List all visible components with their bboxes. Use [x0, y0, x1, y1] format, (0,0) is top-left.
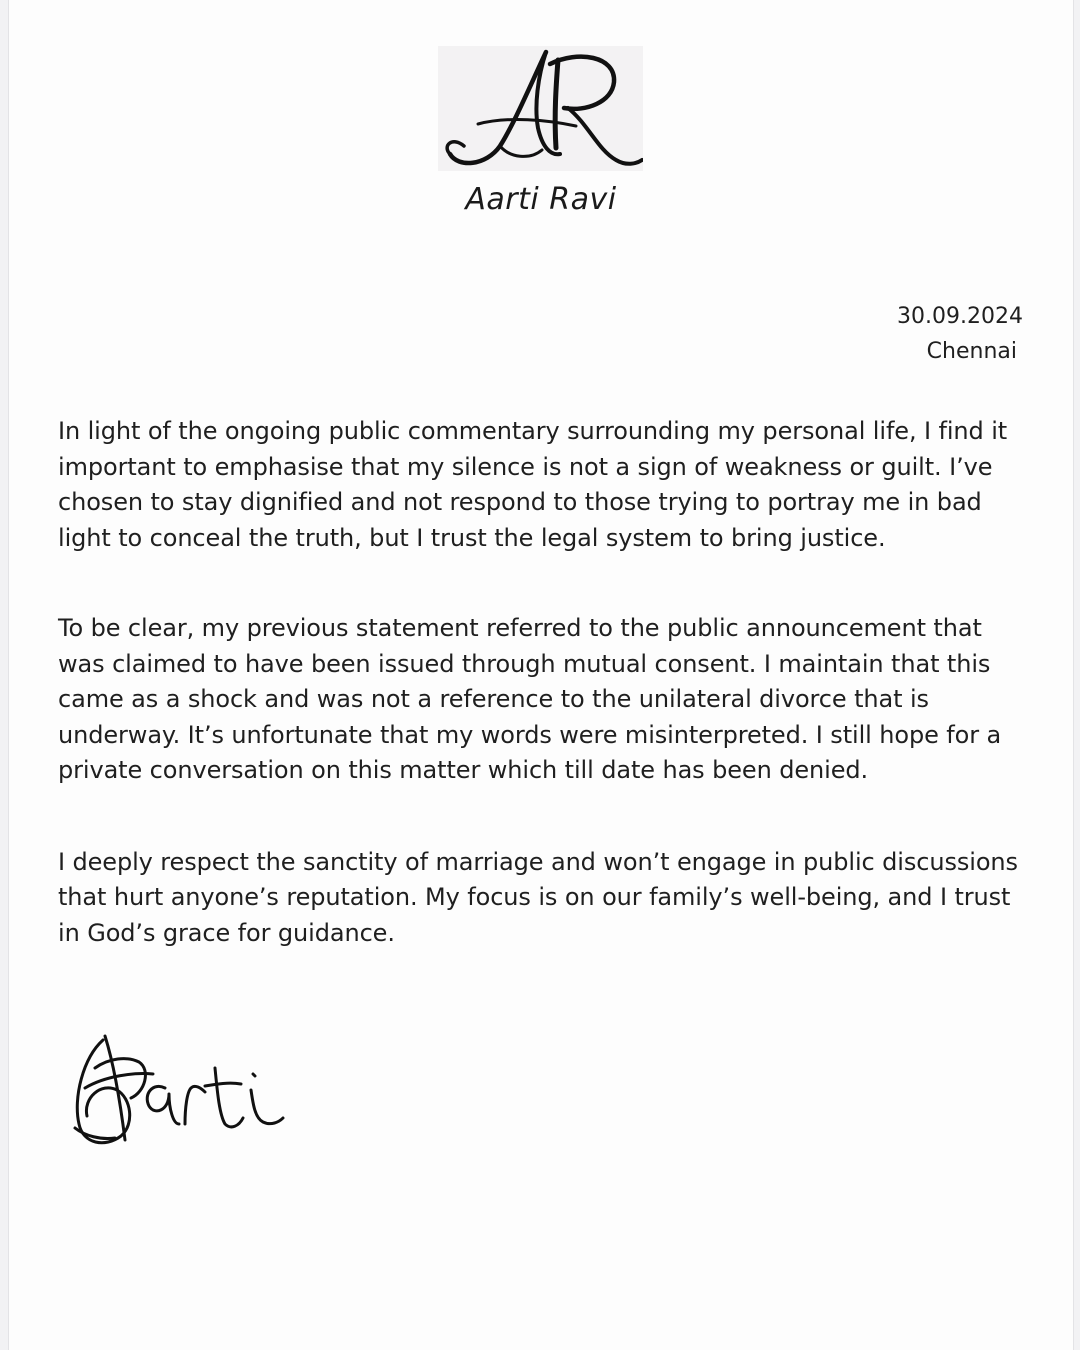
paragraph-3: I deeply respect the sanctity of marriage and won’t engage in public discussions that hurt anyone’s reputation. My focus is on our family’s well-being, and I trust in God’s grace for guidance.	[58, 847, 1018, 947]
letter-date: 30.09.2024	[897, 304, 1023, 329]
paragraph-2: To be clear, my previous statement referred to the public announcement that was claimed to have been issued through mutual consent. I maintain that this came as a shock and was not a reference to the unilateral divorce that is underway. It’s unfortunate that my words were misinterpreted. I still hope for a private conversation on this matter which till date has been denied.	[58, 614, 1002, 784]
letter-body	[58, 414, 1038, 951]
monogram-logo	[438, 46, 643, 171]
date-place-block	[897, 299, 1023, 369]
handwritten-signature-icon	[65, 1028, 295, 1153]
letterhead-name: Aarti Ravi	[465, 182, 617, 217]
letter-place: Chennai	[926, 339, 1017, 364]
signature	[65, 1028, 295, 1153]
letter-page	[8, 0, 1074, 1350]
paragraph-1: In light of the ongoing public commentary surrounding my personal life, I find it important to emphasise that my silence is not a sign of weakness or guilt. I’ve chosen to stay dignified and not respond to those trying to portray me in bad light to conceal the truth, but I trust the legal system to bring justice.	[58, 417, 1008, 552]
ar-monogram-icon	[438, 46, 643, 171]
